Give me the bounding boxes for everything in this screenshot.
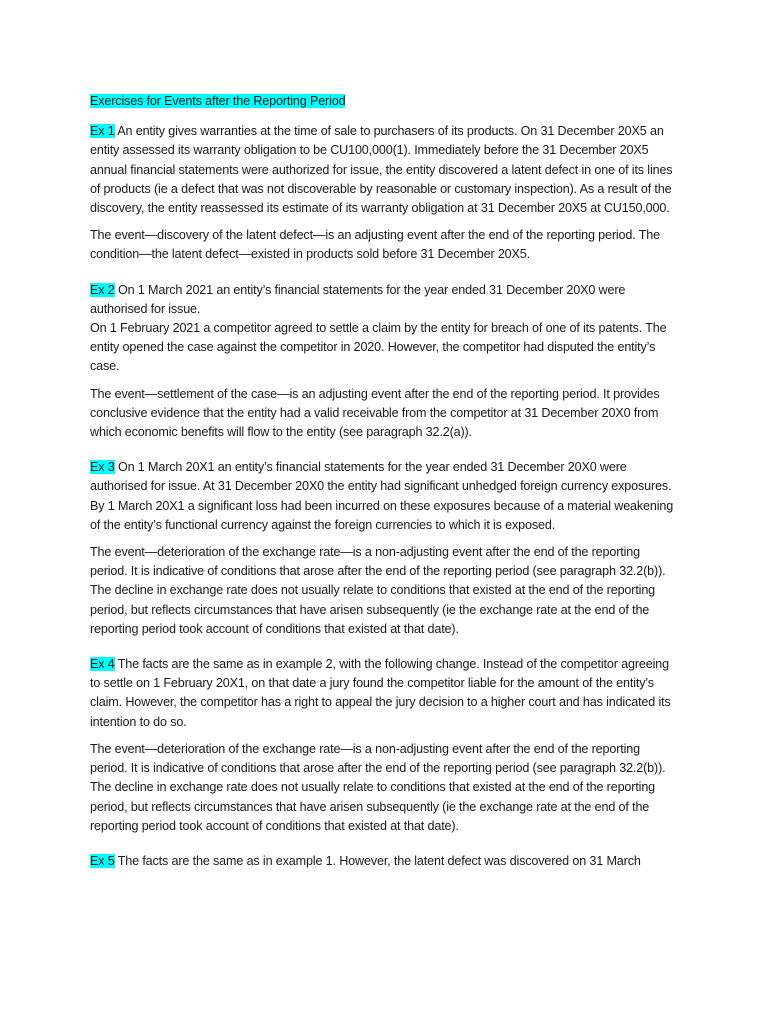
exercise-1 <box>90 122 678 264</box>
exercise-4-question <box>90 655 678 732</box>
exercise-4-label: Ex 4 <box>90 657 115 672</box>
exercise-2-question-text: On 1 March 2021 an entity’s financial statements for the year ended 31 December 20X0 were authorised for issue. <box>90 282 626 316</box>
exercise-2-context: On 1 February 2021 a competitor agreed to settle a claim by the entity for breach of one of its patents. The entity opened the case against the competitor in 2020. However, the competitor had disputed the entity’s case. <box>90 321 667 374</box>
title-highlight: Exercises for Events after the Reporting Period <box>90 94 346 108</box>
exercise-5-question-text: The facts are the same as in example 1. However, the latent defect was discovered on 31 March <box>114 853 641 868</box>
exercise-3 <box>90 458 678 639</box>
exercise-2-question <box>90 281 678 319</box>
exercise-5-label: Ex 5 <box>90 853 115 868</box>
exercise-3-label: Ex 3 <box>90 460 115 475</box>
exercise-3-answer: The event—deterioration of the exchange rate—is a non-adjusting event after the end of the reporting period. It is indicative of conditions that arose after the end of the reporting period (see paragraph 32.2(b)). The decline in exchange rate does not usually relate to conditions that existed at the end of the reporting period, but reflects circumstances that have arisen subsequently (ie the exchange rate at the end of the reporting period took account of conditions that existed at that date). <box>90 545 666 636</box>
exercise-1-question <box>90 122 678 218</box>
exercise-2 <box>90 281 678 443</box>
document-title <box>90 92 678 111</box>
exercise-3-question <box>90 458 678 535</box>
exercise-2-answer: The event—settlement of the case—is an adjusting event after the end of the reporting period. It provides conclusive evidence that the entity had a valid receivable from the competitor at 31 December 20X0 from which economic benefits will flow to the entity (see paragraph 32.2(a)). <box>90 386 660 440</box>
exercise-1-label: Ex 1 <box>90 124 115 139</box>
exercise-4-answer: The event—deterioration of the exchange rate—is a non-adjusting event after the end of the reporting period. It is indicative of conditions that arose after the end of the reporting period (see paragraph 32.2(b)). The decline in exchange rate does not usually relate to conditions that existed at the end of the reporting period, but reflects circumstances that have arisen subsequently (ie the exchange rate at the end of the reporting period took account of conditions that existed at that date). <box>90 741 666 833</box>
exercise-2-label: Ex 2 <box>90 282 115 297</box>
exercise-5-question <box>90 852 678 871</box>
exercise-4-question-text: The facts are the same as in example 2, with the following change. Instead of the competitor agreeing to settle on 1 February 20X1, on that date a jury found the competitor liable for the amount of the entity’s claim. However, the competitor has a right to appeal the jury decision to a higher court and has indicated its intention to do so. <box>90 657 671 729</box>
exercise-5 <box>90 852 678 871</box>
document-body <box>90 92 678 879</box>
exercise-1-answer: The event—discovery of the latent defect—is an adjusting event after the end of the reporting period. The condition—the latent defect—existed in products sold before 31 December 20X5. <box>90 228 660 262</box>
exercise-4 <box>90 655 678 836</box>
exercise-3-question-text: On 1 March 20X1 an entity’s financial statements for the year ended 31 December 20X0 were authorised for issue. At 31 December 20X0 the entity had significant unhedged foreign currency exposures. By 1 March 20X1 a significant loss had been incurred on these exposures because of a material weakening of the entity’s functional currency against the foreign currencies to which it is exposed. <box>90 460 674 532</box>
exercise-1-question-text: An entity gives warranties at the time of sale to purchasers of its products. On 31 December 20X5 an entity assessed its warranty obligation to be CU100,000(1). Immediately before the 31 December 20X5 annual financial statements were authorized for issue, the entity discovered a latent defect in one of its lines of products (ie a defect that was not discoverable by reasonable or customary inspection). As a result of the discovery, the entity reassessed its estimate of its warranty obligation at 31 December 20X5 at CU150,000. <box>90 124 673 216</box>
